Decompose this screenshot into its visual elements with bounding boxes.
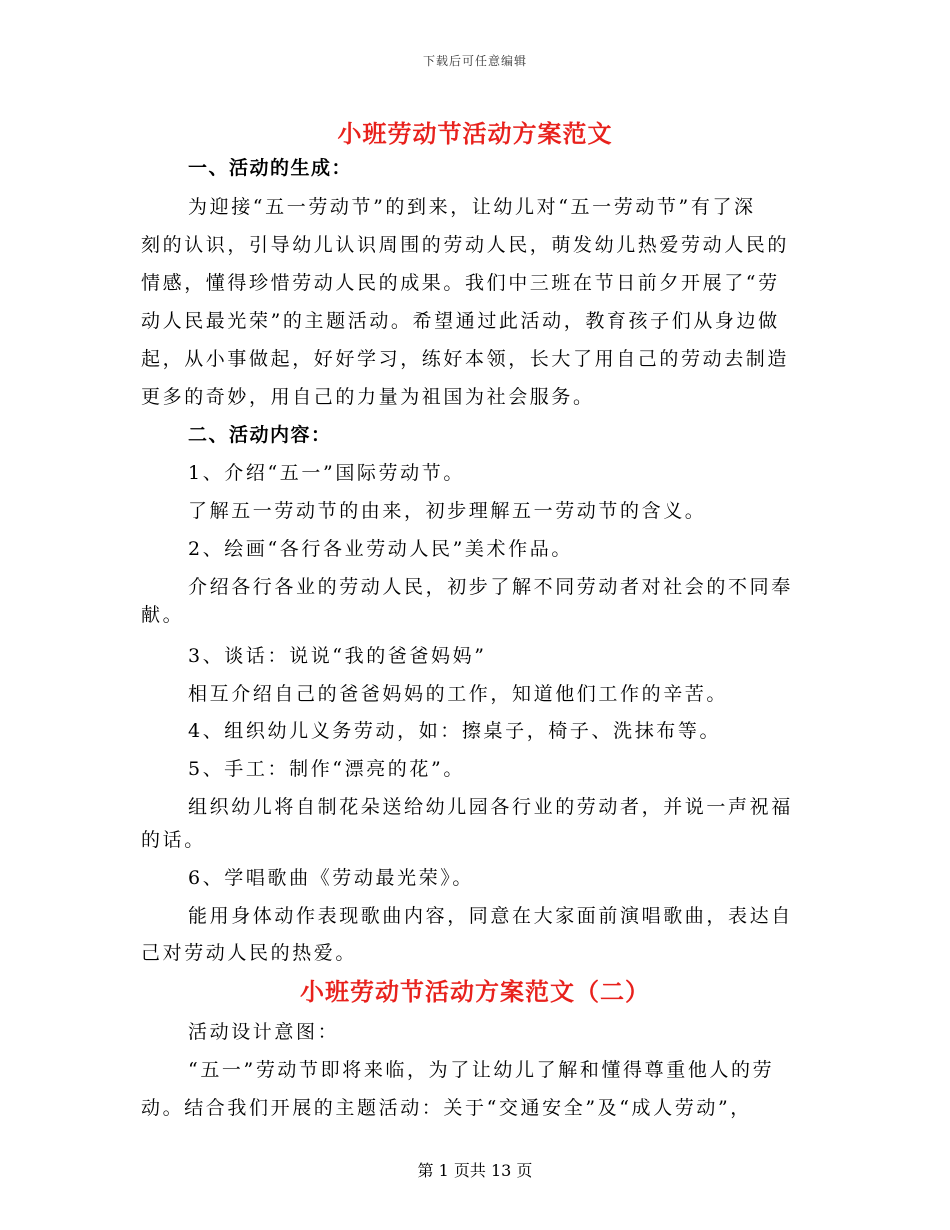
list-item-heading: 2、绘画“各行各业劳动人民”美术作品。 — [188, 538, 573, 560]
paragraph-line: 为迎接“五一劳动节”的到来，让幼儿对“五一劳动节”有了深 — [188, 196, 756, 218]
section-heading-1: 一、活动的生成： — [188, 157, 353, 179]
page-footer: 第 1 页共 13 页 — [417, 1161, 533, 1180]
paragraph-line: “五一”劳动节即将来临，为了让幼儿了解和懂得尊重他人的劳 — [188, 1059, 775, 1081]
page-header-note: 下载后可任意编辑 — [422, 54, 527, 68]
section-title-2: 小班劳动节活动方案范文（二） — [300, 977, 650, 1006]
paragraph-line: 相互介绍自己的爸爸妈妈的工作，知道他们工作的辛苦。 — [188, 683, 729, 705]
document-title: 小班劳动节活动方案范文 — [337, 119, 613, 148]
paragraph-line: 动。结合我们开展的主题活动：关于“交通安全”及“成人劳动”， — [141, 1097, 752, 1119]
paragraph-line: 动人民最光荣”的主题活动。希望通过此活动，教育孩子们从身边做 — [141, 310, 780, 332]
paragraph-line: 活动设计意图： — [188, 1021, 340, 1043]
paragraph-line: 情感，懂得珍惜劳动人民的成果。我们中三班在节日前夕开展了“劳 — [141, 272, 780, 294]
paragraph-line: 刻的认识，引导幼儿认识周围的劳动人民，萌发幼儿热爱劳动人民的 — [141, 234, 790, 256]
paragraph-line: 组织幼儿将自制花朵送给幼儿园各行业的劳动者，并说一声祝福 — [188, 796, 793, 818]
paragraph-line: 的话。 — [141, 829, 206, 851]
paragraph-line: 更多的奇妙，用自己的力量为祖国为社会服务。 — [141, 386, 595, 408]
paragraph-line: 起，从小事做起，好好学习，练好本领，长大了用自己的劳动去制造 — [141, 348, 790, 370]
list-item-heading: 5、手工：制作“漂亮的花”。 — [188, 758, 465, 780]
paragraph-line: 介绍各行各业的劳动人民，初步了解不同劳动者对社会的不同奉 — [188, 576, 793, 598]
section-heading-2: 二、活动内容： — [188, 424, 332, 446]
paragraph-line: 献。 — [141, 604, 185, 626]
list-item-heading: 3、谈话：说说“我的爸爸妈妈” — [188, 645, 487, 667]
paragraph-line: 了解五一劳动节的由来，初步理解五一劳动节的含义。 — [188, 500, 707, 522]
list-item-heading: 6、学唱歌曲《劳动最光荣》。 — [188, 867, 474, 889]
list-item-heading: 4、组织幼儿义务劳动，如：擦桌子，椅子、洗抹布等。 — [188, 720, 722, 742]
list-item-heading: 1、介绍“五一”国际劳动节。 — [188, 462, 465, 484]
paragraph-line: 己对劳动人民的热爱。 — [141, 942, 358, 964]
paragraph-line: 能用身体动作表现歌曲内容，同意在大家面前演唱歌曲，表达自 — [188, 905, 793, 927]
